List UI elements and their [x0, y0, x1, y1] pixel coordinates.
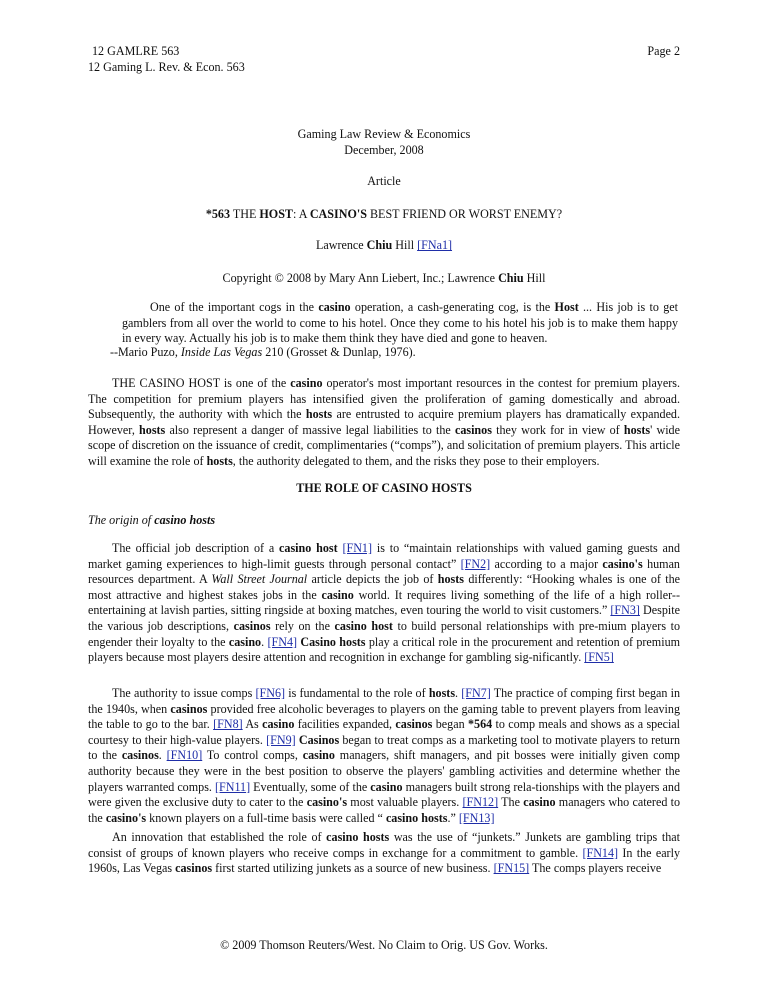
- book-title: Inside Las Vegas: [180, 345, 263, 359]
- text-run: operator's most important resources in the contest for premium players. The competition for premium players has intensified given the proliferation of gaming domestically and abroad. Subsequently, the authority with which the: [88, 376, 680, 422]
- page-footer: © 2009 Thomson Reuters/West. No Claim to Orig. US Gov. Works.: [220, 938, 548, 952]
- author-name: Lawrence: [315, 238, 364, 253]
- paragraph-comps-authority: [88, 686, 680, 826]
- page-number: Page 2: [647, 44, 680, 58]
- text-run: .: [261, 634, 265, 649]
- star-page: *563: [205, 206, 231, 221]
- text-run: to comp meals and shows as a special courtesy to their high-value players.: [88, 717, 681, 747]
- footnote-link[interactable]: [FNa1]: [417, 238, 453, 253]
- author-line: [88, 238, 680, 254]
- text-run: managers, shift managers, and pit bosses were initially given comp authority because they were in the best position to observe the players' gambling activities and determine whether the players warranted comps.: [88, 748, 680, 794]
- text-run: An innovation that established the role of: [112, 830, 322, 844]
- epigraph: [122, 300, 678, 347]
- text-run: according to a major: [494, 556, 599, 571]
- text-run: The practice of comping first began in the 1940s, when: [88, 686, 680, 716]
- section-heading: THE ROLE OF CASINO HOSTS: [296, 481, 472, 495]
- text-run: world. It requires living something of the life of a high roller--entertaining at lavish parties, sitting ringside at boxing matches, even touring the world to visit customers.”: [88, 587, 680, 618]
- footnote-link[interactable]: [FN6]: [255, 686, 286, 700]
- text-run: The origin of: [88, 513, 152, 527]
- text-run: rely on the: [275, 618, 330, 633]
- search-term: Host: [554, 300, 579, 314]
- text-run: To control comps,: [206, 748, 298, 763]
- author-name: Hill: [395, 238, 415, 253]
- text-run: The comps players receive: [532, 861, 662, 876]
- text-run: Despite the various job descriptions,: [88, 603, 680, 633]
- footnote-link[interactable]: [FN3]: [610, 603, 640, 618]
- citation-primary: 12 GAMLRE 563: [92, 44, 180, 58]
- footnote-link[interactable]: [FN4]: [267, 634, 298, 649]
- search-term: casino hosts: [326, 830, 390, 844]
- search-term: hosts: [428, 686, 456, 700]
- search-term: casinos: [175, 861, 213, 876]
- footnote-link[interactable]: [FN2]: [460, 556, 491, 571]
- paragraph-job-description: [88, 541, 680, 666]
- search-term: casino: [318, 300, 351, 314]
- copyright-term: Chiu: [498, 270, 524, 285]
- search-term: casino: [262, 717, 295, 732]
- search-term: casinos: [233, 618, 271, 633]
- text-run: most valuable players.: [350, 795, 460, 810]
- search-term: Casino hosts: [300, 634, 366, 649]
- text-run: ... His job is to get gamblers from all over the world to come to his hotel. Once they come to his hotel his job is to make them happy in every way. Actually his job is to make them think they have died and gone to heaven.: [122, 300, 678, 346]
- text-run: .: [158, 748, 162, 763]
- search-term: hosts: [623, 422, 651, 437]
- text-run: As: [245, 717, 259, 732]
- footnote-link[interactable]: [FN12]: [462, 795, 499, 810]
- search-term: casinos: [454, 422, 492, 437]
- search-term: casinos: [395, 717, 433, 732]
- text-run: began: [435, 717, 465, 732]
- title-text: BEST FRIEND OR WORST ENEMY?: [369, 206, 563, 221]
- footnote-link[interactable]: [FN15]: [493, 861, 530, 876]
- text-run: Eventually, some of the: [253, 779, 368, 794]
- text-run: ' wide scope of discretion on the issuance of credit, complimentaries (“comps”), and solicitation of premium players. This article will examine the role of: [88, 422, 680, 468]
- text-run: managers built strong rela-tionships with the players and were given the exclusive duty to cater to the: [88, 779, 680, 810]
- text-run: The: [501, 795, 520, 810]
- text-run: managers who catered to the: [88, 795, 681, 825]
- text-run: are entrusted to acquire premium players has dramatically expanded. However,: [88, 407, 681, 437]
- text-run: human resources department. A: [88, 556, 680, 587]
- search-term: casino: [370, 779, 403, 794]
- title-term: CASINO'S: [309, 206, 367, 221]
- copyright-line: [88, 271, 680, 287]
- epigraph-text: [122, 300, 678, 347]
- search-term: hosts: [305, 407, 333, 422]
- footnote-link[interactable]: [FN5]: [584, 650, 614, 665]
- search-term: hosts: [206, 453, 233, 468]
- search-term: casino hosts: [154, 513, 216, 527]
- search-term: casino's: [105, 810, 147, 825]
- title-text: THE: [232, 206, 257, 221]
- footnote-link[interactable]: [FN1]: [342, 541, 372, 555]
- search-term: casino's: [306, 795, 348, 810]
- search-term: casino host: [334, 618, 393, 633]
- text-run: The official job description of a: [112, 541, 275, 555]
- text-run: was the use of “junkets.” Junkets are gambling trips that consist of groups of known players who receive comps in exchange for a commitment to gamble.: [88, 830, 680, 860]
- footnote-link[interactable]: [FN10]: [166, 748, 203, 763]
- text-run: also represent a danger of massive legal liabilities to the: [169, 422, 451, 437]
- text-run: THE CASINO HOST is one of the: [112, 376, 287, 390]
- search-term: casino: [321, 587, 354, 602]
- article-title: [88, 207, 680, 223]
- search-term: Casinos: [298, 732, 340, 747]
- text-run: The authority to issue comps: [112, 686, 253, 700]
- text-run: to build personal relationships with pre-mium players to engender their loyalty to the: [88, 618, 681, 649]
- search-term: casinos: [121, 748, 159, 763]
- text-run: article depicts the job of: [311, 572, 434, 587]
- journal-name: Gaming Law Review & Economics: [297, 127, 471, 141]
- text-run: play a critical role in the procurement and retention of premium players because most players desire attention and recognition in exchange for gambling sig-nificantly.: [88, 634, 681, 665]
- title-text: : A: [292, 206, 307, 221]
- text-run: began to treat comps as a marketing tool to motivate players to return to the: [88, 732, 681, 763]
- search-term: hosts: [139, 422, 166, 437]
- epigraph-attribution: [110, 345, 416, 361]
- title-term: HOST: [259, 206, 293, 221]
- text-run: .”: [447, 810, 456, 825]
- search-term: casino: [290, 376, 323, 390]
- search-term: casino: [302, 748, 335, 763]
- footnote-link[interactable]: [FN7]: [461, 686, 491, 700]
- text-run: is to “maintain relationships with valued gaming guests and market gaming experiences to high-limit guests through personal contact”: [88, 541, 681, 571]
- copyright-text: Copyright © 2008 by Mary Ann Liebert, Inc.; Lawrence: [222, 270, 496, 285]
- search-term: casino's: [602, 556, 643, 571]
- search-term: hosts: [437, 572, 464, 587]
- footnote-link[interactable]: [FN11]: [214, 779, 251, 794]
- text-run: differently: “Hooking whales is one of the most attractive and highest stakes jobs in the: [88, 572, 680, 602]
- text-run: known players on a full-time basis were called “: [149, 810, 383, 825]
- article-title-block: [88, 127, 680, 287]
- footnote-link[interactable]: [FN8]: [213, 717, 243, 732]
- footnote-link[interactable]: [FN14]: [582, 845, 619, 860]
- search-term: casino: [228, 634, 262, 649]
- copyright-text: Hill: [526, 270, 546, 285]
- search-term: casinos: [170, 701, 208, 716]
- subsection-heading: [88, 513, 215, 529]
- footnote-link[interactable]: [FN13]: [458, 810, 495, 825]
- text-run: In the early 1960s, Las Vegas: [88, 845, 680, 876]
- footnote-link[interactable]: [FN9]: [266, 732, 296, 747]
- star-page: *564: [467, 717, 493, 732]
- text-run: .: [455, 686, 459, 700]
- text-run: is fundamental to the role of: [288, 686, 426, 700]
- search-term: casino host: [279, 541, 338, 555]
- citation-secondary: 12 Gaming L. Rev. & Econ. 563: [88, 60, 245, 74]
- intro-paragraph: [88, 376, 680, 470]
- search-term: casino hosts: [385, 810, 448, 825]
- text-run: first started utilizing junkets as a source of new business.: [215, 861, 491, 876]
- publication-title: Wall Street Journal: [211, 572, 308, 587]
- paragraph-junkets: [88, 830, 680, 877]
- search-term: casino: [523, 795, 556, 810]
- text-run: facilities expanded,: [297, 717, 393, 732]
- text-run: provided free alcoholic beverages to players on the gaming table to prevent players from leaving the table to go to the bar.: [88, 701, 681, 732]
- text-run: , the authority delegated to them, and the risks they pose to their employers.: [232, 453, 600, 468]
- text-run: One of the important cogs in the: [150, 300, 315, 314]
- text-run: --Mario Puzo,: [110, 345, 178, 359]
- article-type: Article: [367, 174, 401, 189]
- text-run: they work for in view of: [496, 422, 620, 437]
- text-run: 210 (Grosset & Dunlap, 1976).: [265, 345, 416, 359]
- text-run: operation, a cash-generating cog, is the: [354, 300, 551, 314]
- issue-date: December, 2008: [344, 142, 424, 157]
- author-name: Chiu: [366, 238, 393, 253]
